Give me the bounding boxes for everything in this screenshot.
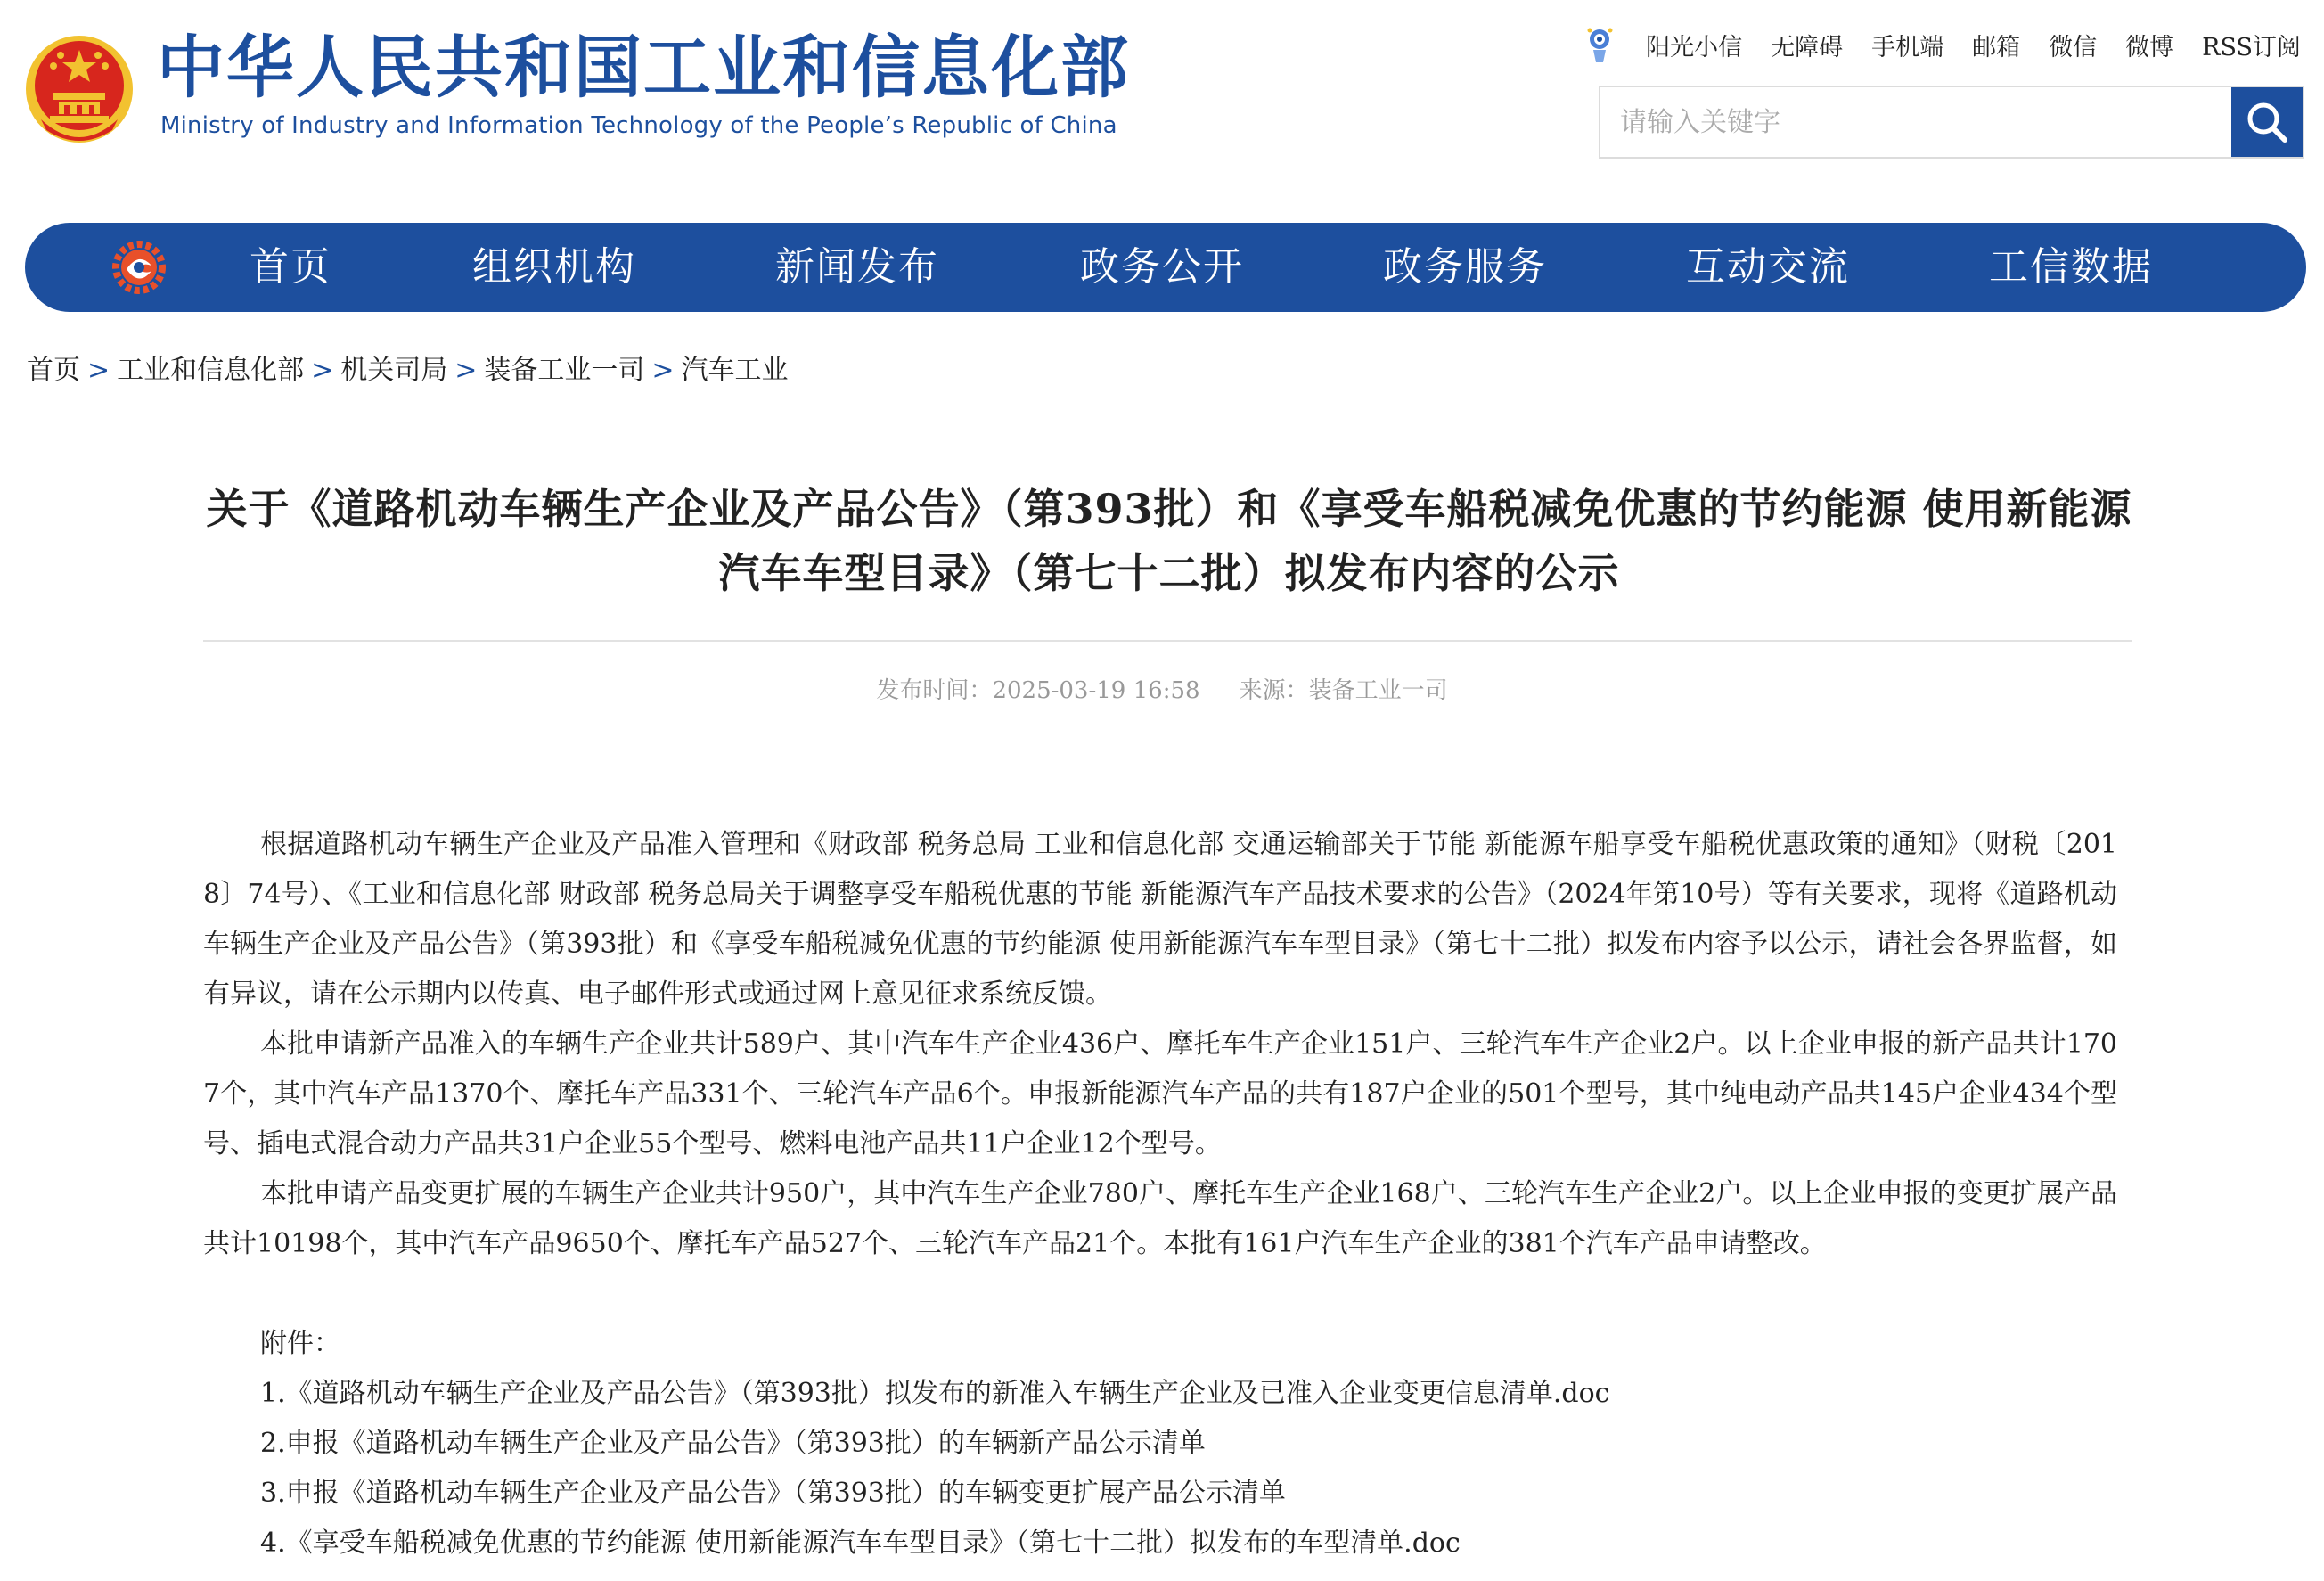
article-meta xyxy=(0,672,2324,705)
breadcrumb-separator: > xyxy=(454,355,478,386)
source-label: 来源： xyxy=(1239,677,1309,704)
breadcrumb-departments[interactable]: 机关司局 xyxy=(340,355,448,386)
toplink-accessibility[interactable]: 无障碍 xyxy=(1771,33,1844,61)
nav-data[interactable]: 工信数据 xyxy=(1989,244,2153,290)
search-input[interactable] xyxy=(1600,87,2224,157)
toplink-rss[interactable]: RSS订阅 xyxy=(2202,33,2301,61)
body-paragraph: 根据道路机动车辆生产企业及产品准入管理和《财政部 税务总局 工业和信息化部 交通运输部关于节能 新能源车船享受车船税优惠政策的通知》（财税〔2018〕74号）、《工业和信息化部 财政部 税务总局关于调整享受车船税优惠的节能 新能源汽车产品技术要求的公告》（2024年第10号）等有关要求，现将《道路机动车辆生产企业及产品公告》（第393批）和《享受车船税减免优惠的节约能源 使用新能源汽车车型目录》（第七十二批）拟发布内容予以公示，请社会各界监督，如有异议，请在公示期内以传真、电子邮件形式或通过网上意见征求系统反馈。 xyxy=(203,829,2117,1010)
nav-news[interactable]: 新闻发布 xyxy=(775,244,939,290)
toplink-mail[interactable]: 邮箱 xyxy=(1972,33,2021,61)
search-icon xyxy=(2244,99,2290,145)
attachment-link-1[interactable]: 1.《道路机动车辆生产企业及产品公告》（第393批）拟发布的新准入车辆生产企业及已准入企业变更信息清单.doc xyxy=(260,1378,1610,1409)
toplink-weibo[interactable]: 微博 xyxy=(2125,33,2174,61)
breadcrumb-equipment-dept[interactable]: 装备工业一司 xyxy=(484,355,645,386)
breadcrumb-separator: > xyxy=(651,355,675,386)
attachments-section xyxy=(260,1319,1610,1569)
main-nav xyxy=(25,223,2306,312)
site-title-cn: 中华人民共和国工业和信息化部 xyxy=(157,28,1130,107)
nav-home[interactable]: 首页 xyxy=(250,244,331,290)
attachment-link-2[interactable]: 2.申报《道路机动车辆生产企业及产品公告》（第393批）的车辆新产品公示清单 xyxy=(260,1428,1206,1459)
breadcrumb-miit[interactable]: 工业和信息化部 xyxy=(117,355,305,386)
ministry-gear-logo-icon xyxy=(110,239,168,296)
article-body xyxy=(203,820,2117,1269)
publish-label: 发布时间： xyxy=(876,677,993,704)
title-divider xyxy=(203,640,2132,642)
search-box xyxy=(1599,86,2304,159)
breadcrumb-separator: > xyxy=(87,355,110,386)
body-paragraph: 本批申请产品变更扩展的车辆生产企业共计950户，其中汽车生产企业780户、摩托车生产企业168户、三轮汽车生产企业2户。以上企业申报的变更扩展产品共计10198个，其中汽车产品9650个、摩托车产品527个、三轮汽车产品21个。本批有161户汽车生产企业的381个汽车产品申请整改。 xyxy=(203,1178,2117,1259)
breadcrumb-separator: > xyxy=(311,355,334,386)
attachments-label: 附件： xyxy=(260,1328,340,1359)
site-title-en: Ministry of Industry and Information Technology of the People’s Republic of China xyxy=(160,112,1117,139)
body-paragraph: 本批申请新产品准入的车辆生产企业共计589户、其中汽车生产企业436户、摩托车生产企业151户、三轮汽车生产企业2户。以上企业申报的新产品共计1707个，其中汽车产品1370个、摩托车产品331个、三轮汽车产品6个。申报新能源汽车产品的共有187户企业的501个型号，其中纯电动产品共145户企业434个型号、插电式混合动力产品共31户企业55个型号、燃料电池产品共11户企业12个型号。 xyxy=(203,1028,2117,1159)
article-title: 关于《道路机动车辆生产企业及产品公告》（第393批）和《享受车船税减免优惠的节约能源 使用新能源汽车车型目录》（第七十二批）拟发布内容的公示 xyxy=(206,485,2132,597)
nav-gov-affairs[interactable]: 政务公开 xyxy=(1080,244,1244,290)
search-button[interactable] xyxy=(2231,87,2303,157)
mascot-icon xyxy=(1582,25,1617,64)
nav-organization[interactable]: 组织机构 xyxy=(472,244,636,290)
top-links-bar xyxy=(1582,25,2301,64)
national-emblem-logo[interactable] xyxy=(23,30,135,148)
toplink-mobile[interactable]: 手机端 xyxy=(1871,33,1944,61)
nav-gov-services[interactable]: 政务服务 xyxy=(1383,244,1547,290)
breadcrumb-auto-industry[interactable]: 汽车工业 xyxy=(681,355,789,386)
toplink-wechat[interactable]: 微信 xyxy=(2049,33,2098,61)
attachment-link-3[interactable]: 3.申报《道路机动车辆生产企业及产品公告》（第393批）的车辆变更扩展产品公示清单 xyxy=(260,1478,1286,1509)
source-value: 装备工业一司 xyxy=(1308,677,1448,704)
publish-time: 2025-03-19 16:58 xyxy=(992,677,1200,704)
nav-interaction[interactable]: 互动交流 xyxy=(1686,244,1850,290)
breadcrumb-home[interactable]: 首页 xyxy=(27,355,80,386)
toplink-sunshine[interactable]: 阳光小信 xyxy=(1646,33,1743,61)
breadcrumb xyxy=(27,348,789,387)
attachment-link-4[interactable]: 4.《享受车船税减免优惠的节约能源 使用新能源汽车车型目录》（第七十二批）拟发布的车型清单.doc xyxy=(260,1528,1461,1559)
